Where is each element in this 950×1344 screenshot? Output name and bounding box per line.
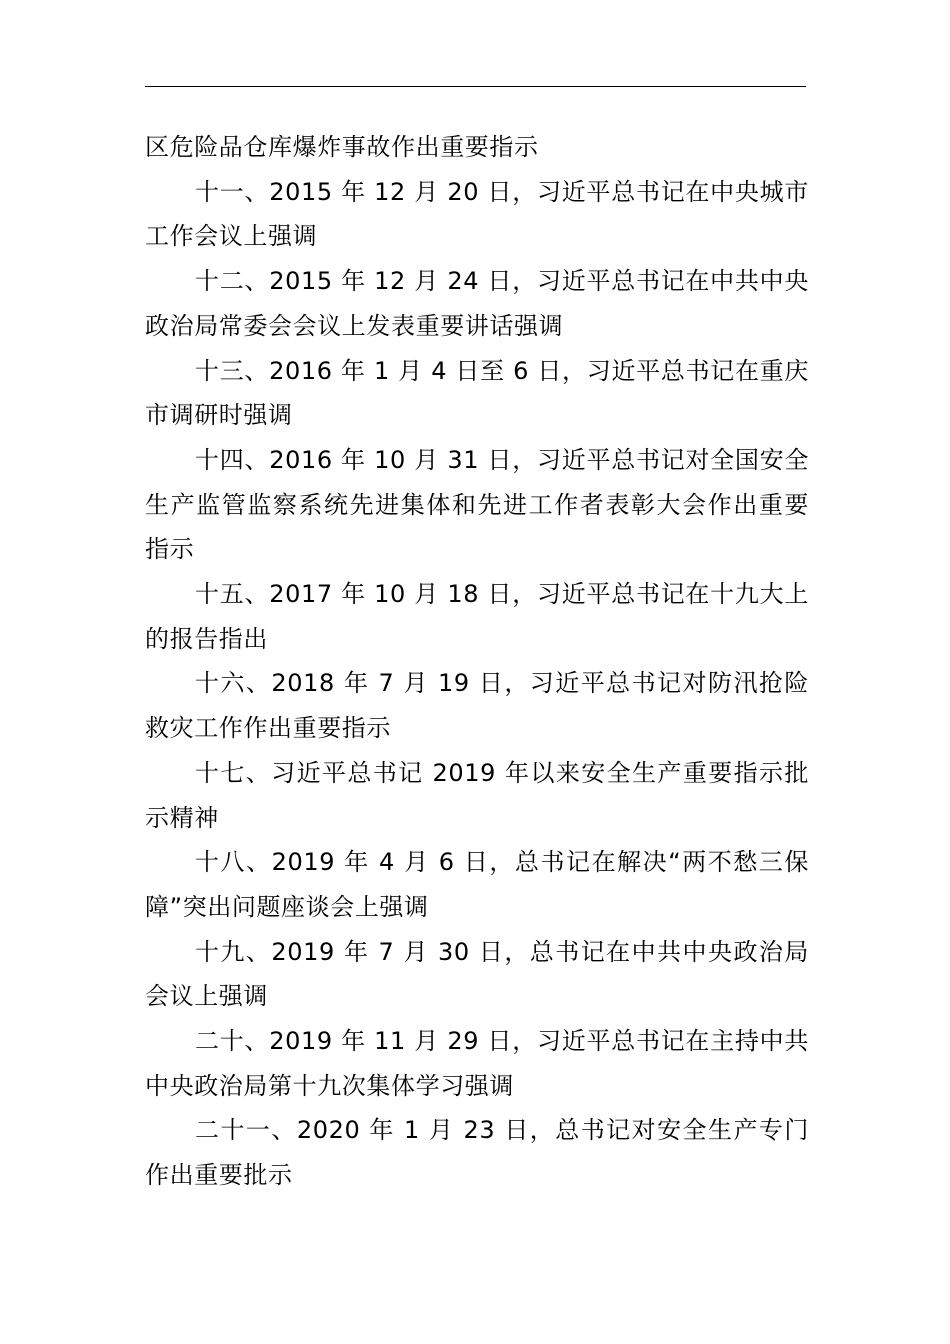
document-body [145,125,809,1198]
list-item: 十六、2018 年 7 月 19 日，习近平总书记对防汛抢险救灾工作作出重要指示 [145,669,809,743]
list-item: 十五、2017 年 10 月 18 日，习近平总书记在十九大上的报告指出 [145,580,809,653]
list-item: 十一、2015 年 12 月 20 日，习近平总书记在中央城市工作会议上强调 [145,177,809,251]
list-item: 十八、2019 年 4 月 6 日，总书记在解决“两不愁三保障”突出问题座谈会上强调 [145,848,809,921]
list-item: 十三、2016 年 1 月 4 日至 6 日，习近平总书记在重庆市调研时强调 [145,356,809,430]
list-item: 十二、2015 年 12 月 24 日，习近平总书记在中共中央政治局常委会会议上发表重要讲话强调 [145,267,809,340]
header-rule [145,86,806,87]
list-item: 十九、2019 年 7 月 30 日，总书记在中共中央政治局会议上强调 [145,937,809,1011]
paragraph-continuation: 区危险品仓库爆炸事故作出重要指示 [145,133,539,161]
list-item: 十七、习近平总书记 2019 年以来安全生产重要指示批示精神 [145,758,809,832]
list-item: 二十、2019 年 11 月 29 日，习近平总书记在主持中共中央政治局第十九次集体学习强调 [145,1027,809,1100]
list-item: 二十一、2020 年 1 月 23 日，总书记对安全生产专门作出重要批示 [145,1116,809,1190]
list-item: 十四、2016 年 10 月 31 日，习近平总书记对全国安全生产监管监察系统先进集体和先进工作者表彰大会作出重要指示 [145,445,809,564]
